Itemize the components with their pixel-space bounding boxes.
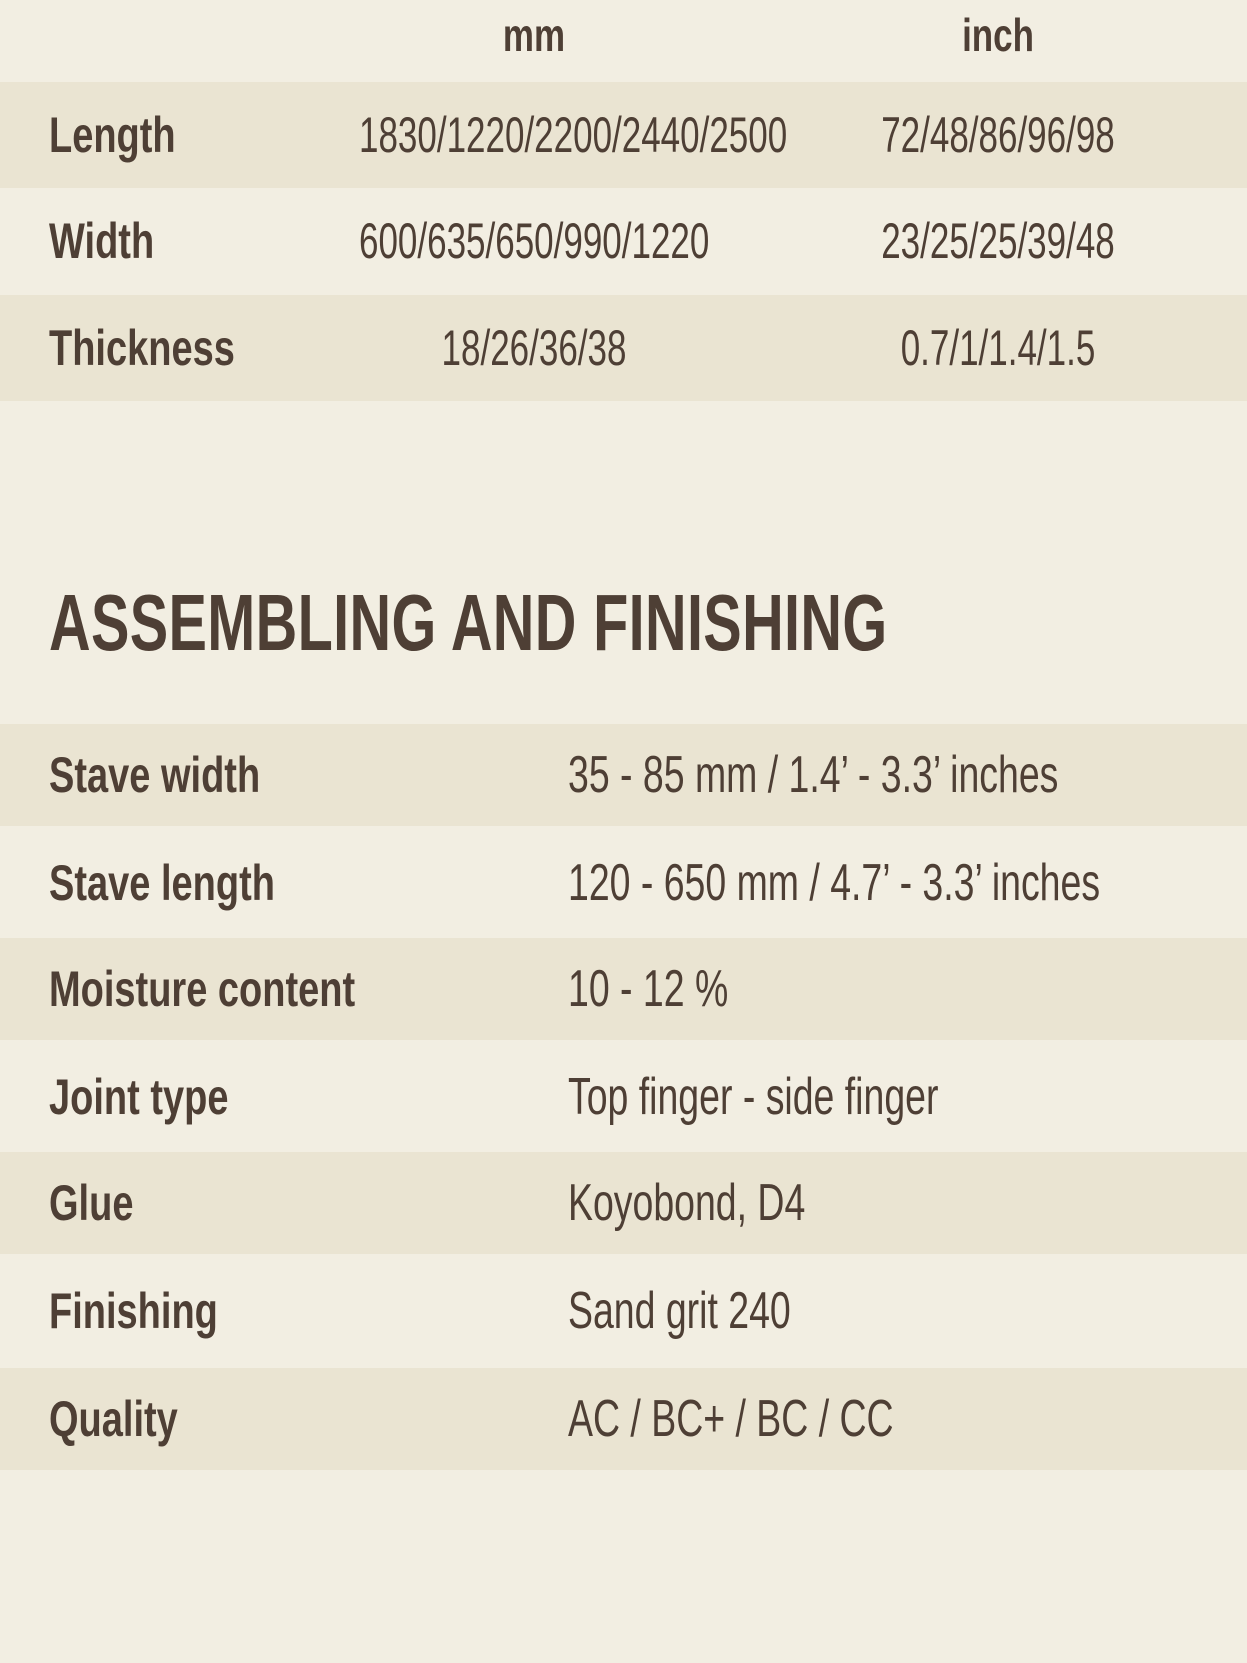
dimensions-row-width — [0, 188, 1247, 294]
spec-row-quality — [0, 1368, 1247, 1470]
dimensions-row-length — [0, 82, 1247, 188]
spec-row-stave-length — [0, 832, 1247, 934]
row-label: Length — [49, 107, 176, 163]
spec-value: 120 - 650 mm / 4.7’ - 3.3’ inches — [568, 854, 1101, 912]
row-value-inch: 72/48/86/96/98 — [881, 107, 1115, 163]
header-mm: mm — [502, 9, 566, 61]
spec-label: Glue — [49, 1175, 134, 1231]
dimensions-row-thickness — [0, 295, 1247, 401]
spec-value: AC / BC+ / BC / CC — [568, 1390, 894, 1448]
row-value-inch: 0.7/1/1.4/1.5 — [900, 320, 1096, 376]
spec-row-moisture-content — [0, 938, 1247, 1040]
dimensions-table-header — [0, 0, 1247, 82]
row-label: Thickness — [49, 320, 235, 376]
spec-value: Koyobond, D4 — [568, 1174, 806, 1232]
spec-row-stave-width — [0, 724, 1247, 826]
spec-value: 10 - 12 % — [568, 960, 729, 1018]
spec-label: Joint type — [49, 1069, 229, 1125]
spec-label: Quality — [49, 1391, 178, 1447]
row-value-mm: 600/635/650/990/1220 — [359, 213, 710, 269]
spec-label: Moisture content — [49, 961, 356, 1017]
spec-value: Sand grit 240 — [568, 1282, 791, 1340]
header-inch: inch — [962, 9, 1034, 61]
spec-row-glue — [0, 1152, 1247, 1254]
spec-row-finishing — [0, 1260, 1247, 1362]
spec-value: Top finger - side finger — [568, 1068, 939, 1126]
spec-row-joint-type — [0, 1046, 1247, 1148]
spec-value: 35 - 85 mm / 1.4’ - 3.3’ inches — [568, 746, 1059, 804]
row-label: Width — [49, 213, 155, 269]
section-title: ASSEMBLING AND FINISHING — [49, 578, 888, 667]
row-value-inch: 23/25/25/39/48 — [881, 213, 1115, 269]
spec-label: Finishing — [49, 1283, 218, 1339]
spec-label: Stave width — [49, 747, 261, 803]
row-value-mm: 18/26/36/38 — [441, 320, 627, 376]
spec-label: Stave length — [49, 855, 275, 911]
row-value-mm: 1830/1220/2200/2440/2500 — [359, 107, 788, 163]
